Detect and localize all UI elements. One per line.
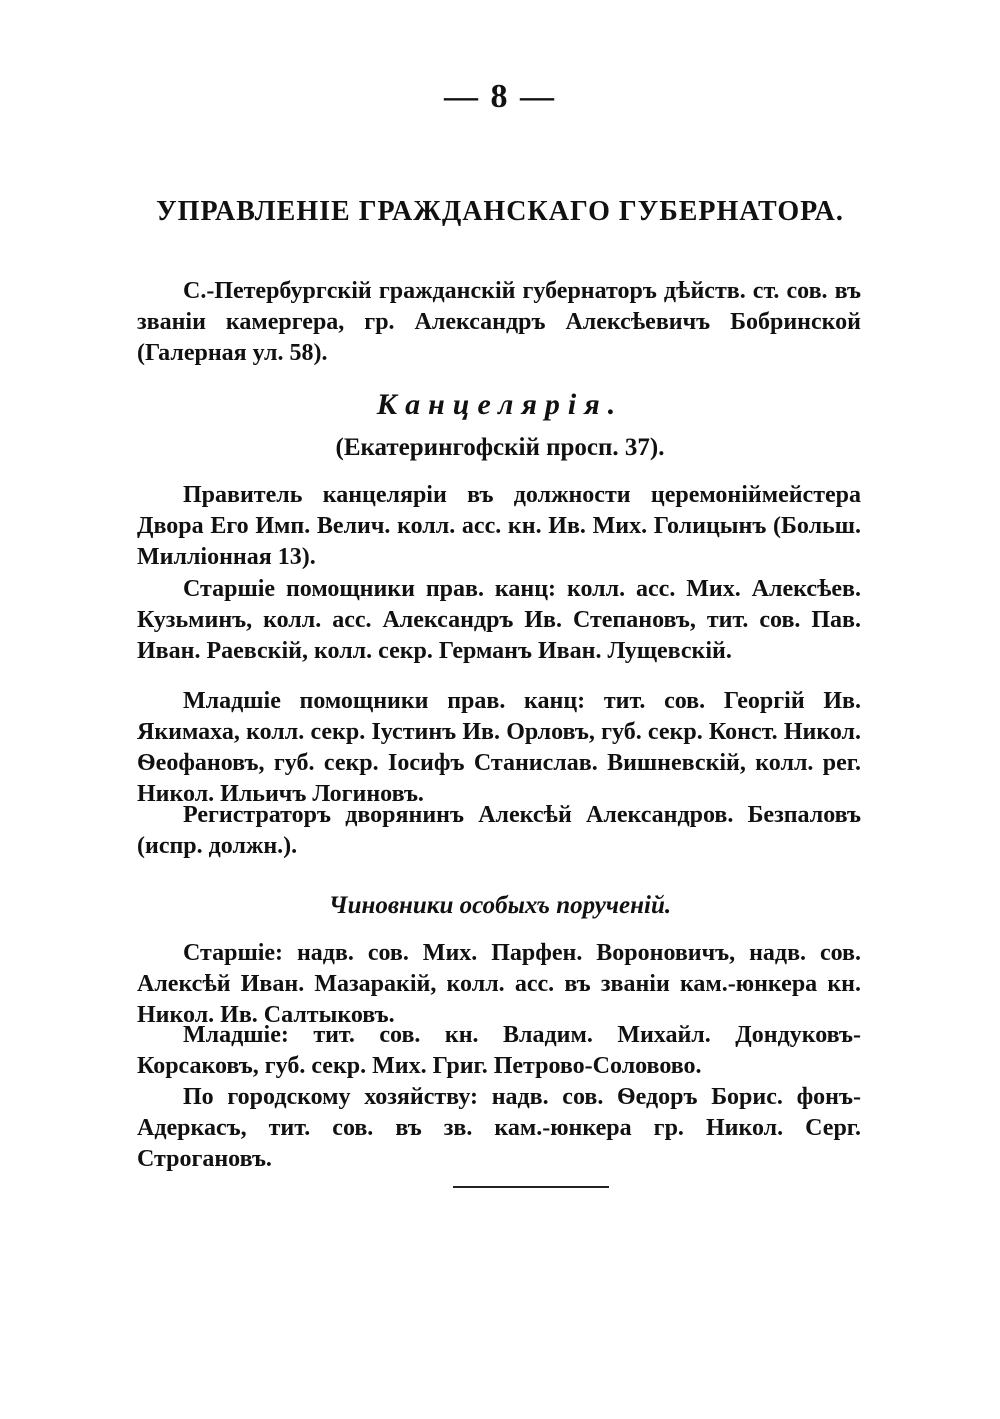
governor-paragraph: С.-Петербургскій гражданскій губернаторъ дѣйств. ст. сов. въ званіи камергера, гр. Александръ Алексѣевичъ Бобринской (Галерная ул. 58). (137, 278, 861, 366)
chancellery-paragraph-registrar: Регистраторъ дворянинъ Алексѣй Александров. Безпаловъ (испр. должн.). (137, 802, 861, 859)
special-officials-paragraph-city-economy: По городскому хозяйству: надв. сов. Ѳедоръ Борис. фонъ-Адеркасъ, тит. сов. въ зв. кам.-юнкера гр. Никол. Серг. Строгановъ. (137, 1084, 861, 1172)
special-officials-paragraph-junior: Младшіе: тит. сов. кн. Владим. Михайл. Дондуковъ-Корсаковъ, губ. секр. Мих. Григ. Петрово-Соловово. (137, 1022, 861, 1079)
closing-rule (453, 1186, 609, 1188)
special-officials-heading: Чиновники особыхъ порученій. (328, 892, 672, 919)
section-title: УПРАВЛЕНІЕ ГРАЖДАНСКАГО ГУБЕРНАТОРА. (156, 196, 844, 227)
page-number: — 8 — (444, 78, 556, 115)
chancellery-paragraph-ruler: Правитель канцеляріи въ должности церемоніймейстера Двора Его Имп. Велич. колл. асс. кн. Ив. Мих. Голицынъ (Больш. Милліонная 13). (137, 482, 861, 570)
chancellery-heading: Канцелярія. (376, 388, 624, 421)
chancellery-address: (Екатерингофскій просп. 37). (335, 434, 665, 461)
chancellery-paragraph-junior-assistants: Младшіе помощники прав. канц: тит. сов. Георгій Ив. Якимаха, колл. секр. Іустинъ Ив. Орловъ, губ. секр. Конст. Никол. Ѳеофановъ, губ. секр. Іосифъ Станислав. Вишневскій, колл. рег. Никол. Ильичъ Логиновъ. (137, 688, 861, 807)
chancellery-paragraph-senior-assistants: Старшіе помощники прав. канц: колл. асс. Мих. Алексѣев. Кузьминъ, колл. асс. Александръ Ив. Степановъ, тит. сов. Пав. Иван. Раевскій, колл. секр. Германъ Иван. Лущевскій. (137, 576, 861, 664)
special-officials-paragraph-senior: Старшіе: надв. сов. Мих. Парфен. Вороновичъ, надв. сов. Алексѣй Иван. Мазаракій, колл. асс. въ званіи кам.-юнкера кн. Никол. Ив. Салтыковъ. (137, 940, 861, 1028)
